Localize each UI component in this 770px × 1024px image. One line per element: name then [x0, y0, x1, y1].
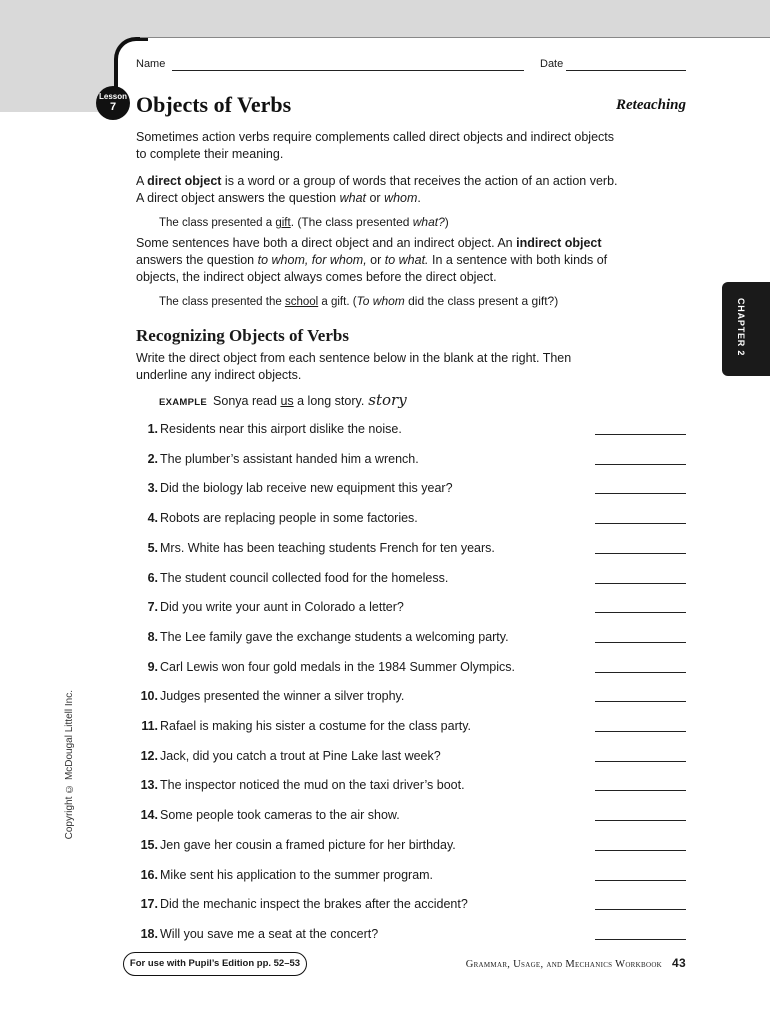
exercise-item: [130, 868, 600, 882]
exercise-item: [130, 600, 600, 614]
pupil-edition-reference: For use with Pupil’s Edition pp. 52–53: [123, 952, 307, 976]
answer-blank[interactable]: [595, 701, 686, 702]
item-number: 4.: [147, 511, 158, 525]
item-sentence: Some people took cameras to the air show.: [160, 808, 400, 822]
item-number: 15.: [140, 838, 158, 852]
answer-blank[interactable]: [595, 820, 686, 821]
exercise-item: [130, 511, 600, 525]
date-field[interactable]: [566, 70, 686, 71]
name-field[interactable]: [172, 70, 524, 71]
example-answer: story: [368, 391, 407, 409]
exercise-item: [130, 571, 600, 585]
item-sentence: Residents near this airport dislike the noise.: [160, 422, 402, 436]
exercise-item: [130, 541, 600, 555]
item-sentence: The student council collected food for the homeless.: [160, 571, 449, 585]
example-direct-object: The class presented a gift. (The class presented what?): [159, 215, 449, 229]
lesson-number: 7: [109, 101, 117, 113]
page-title: Objects of Verbs: [136, 92, 292, 117]
worked-example: EXAMPLE Sonya read us a long story. story: [159, 391, 407, 409]
exercise-item: [130, 927, 600, 941]
item-number: 13.: [140, 778, 158, 792]
item-sentence: Did the biology lab receive new equipment this year?: [160, 481, 453, 495]
page-number: 43: [672, 956, 686, 970]
item-sentence: Did you write your aunt in Colorado a letter?: [160, 600, 404, 614]
example-indirect-object: The class presented the school a gift. (To whom did the class present a gift?): [159, 294, 559, 308]
item-number: 17.: [140, 897, 158, 911]
exercise-item: [130, 481, 600, 495]
item-sentence: Judges presented the winner a silver trophy.: [160, 689, 405, 703]
chapter-label: CHAPTER 2: [736, 298, 746, 357]
item-number: 16.: [140, 868, 158, 882]
answer-blank[interactable]: [595, 909, 686, 910]
exercise-item: [130, 778, 600, 792]
answer-blank[interactable]: [595, 523, 686, 524]
item-sentence: The Lee family gave the exchange students a welcoming party.: [160, 630, 509, 644]
page-frame-top: [140, 37, 770, 38]
answer-blank[interactable]: [595, 464, 686, 465]
reteaching-tag: Reteaching: [616, 97, 686, 113]
item-sentence: Jen gave her cousin a framed picture for her birthday.: [160, 838, 456, 852]
item-sentence: Mrs. White has been teaching students French for ten years.: [160, 541, 495, 555]
answer-blank[interactable]: [595, 642, 686, 643]
answer-blank[interactable]: [595, 850, 686, 851]
answer-blank[interactable]: [595, 731, 686, 732]
item-sentence: Robots are replacing people in some factories.: [160, 511, 418, 525]
lesson-badge: [96, 86, 130, 120]
intro-paragraph-2: A direct object is a word or a group of words that receives the action of an action verb. A direct object answers the question what or whom.: [136, 174, 618, 205]
answer-blank[interactable]: [595, 939, 686, 940]
answer-blank[interactable]: [595, 790, 686, 791]
exercise-item: [130, 838, 600, 852]
chapter-tab: [722, 282, 770, 376]
exercise-item: [130, 422, 600, 436]
name-label: Name: [136, 58, 166, 70]
section-instructions: Write the direct object from each sentence below in the blank at the right. Then underline any indirect objects.: [136, 351, 572, 382]
copyright-notice: Copyright © McDougal Littell Inc.: [64, 690, 75, 840]
intro-paragraph-1: Sometimes action verbs require complements called direct objects and indirect objects to complete their meaning.: [136, 130, 615, 161]
item-number: 1.: [147, 422, 158, 436]
footer-book-title: Grammar, Usage, and Mechanics Workbook 43: [465, 956, 686, 970]
date-label: Date: [540, 58, 564, 70]
exercise-item: [130, 452, 600, 466]
answer-blank[interactable]: [595, 434, 686, 435]
intro-paragraph-3: Some sentences have both a direct object and an indirect object. An indirect object answers the question to whom, for whom, or to what. In a sentence with both kinds of objects, the indirect object always comes before the direct object.: [136, 236, 608, 284]
item-sentence: Jack, did you catch a trout at Pine Lake last week?: [160, 749, 441, 763]
item-sentence: The inspector noticed the mud on the taxi driver’s boot.: [160, 778, 465, 792]
term-direct-object: direct object: [147, 174, 222, 188]
item-sentence: The plumber’s assistant handed him a wrench.: [160, 452, 419, 466]
item-number: 10.: [140, 689, 158, 703]
item-sentence: Will you save me a seat at the concert?: [160, 927, 379, 941]
term-indirect-object: indirect object: [516, 236, 602, 250]
answer-blank[interactable]: [595, 493, 686, 494]
item-number: 7.: [147, 600, 158, 614]
item-number: 5.: [147, 541, 158, 555]
item-sentence: Did the mechanic inspect the brakes after the accident?: [160, 897, 468, 911]
answer-blank[interactable]: [595, 553, 686, 554]
exercise-item: [130, 808, 600, 822]
answer-blank[interactable]: [595, 612, 686, 613]
item-number: 12.: [140, 749, 158, 763]
item-sentence: Mike sent his application to the summer program.: [160, 868, 434, 882]
lesson-label: Lesson: [98, 92, 127, 101]
item-number: 14.: [140, 808, 158, 822]
answer-blank[interactable]: [595, 672, 686, 673]
exercise-item: [130, 660, 600, 674]
answer-blank[interactable]: [595, 583, 686, 584]
exercise-item: [130, 630, 600, 644]
item-number: 2.: [147, 452, 158, 466]
exercise-item: [130, 897, 600, 911]
exercise-item: [130, 719, 600, 733]
item-number: 3.: [147, 481, 158, 495]
answer-blank[interactable]: [595, 880, 686, 881]
item-number: 18.: [140, 927, 158, 941]
item-sentence: Rafael is making his sister a costume for the class party.: [160, 719, 471, 733]
item-number: 9.: [147, 660, 158, 674]
item-number: 11.: [141, 719, 158, 733]
section-title: Recognizing Objects of Verbs: [136, 326, 349, 345]
item-sentence: Carl Lewis won four gold medals in the 1984 Summer Olympics.: [160, 660, 516, 674]
item-number: 8.: [147, 630, 158, 644]
exercise-item: [130, 689, 600, 703]
answer-blank[interactable]: [595, 761, 686, 762]
item-number: 6.: [147, 571, 158, 585]
exercise-item: [130, 749, 600, 763]
example-label: EXAMPLE: [159, 397, 208, 408]
